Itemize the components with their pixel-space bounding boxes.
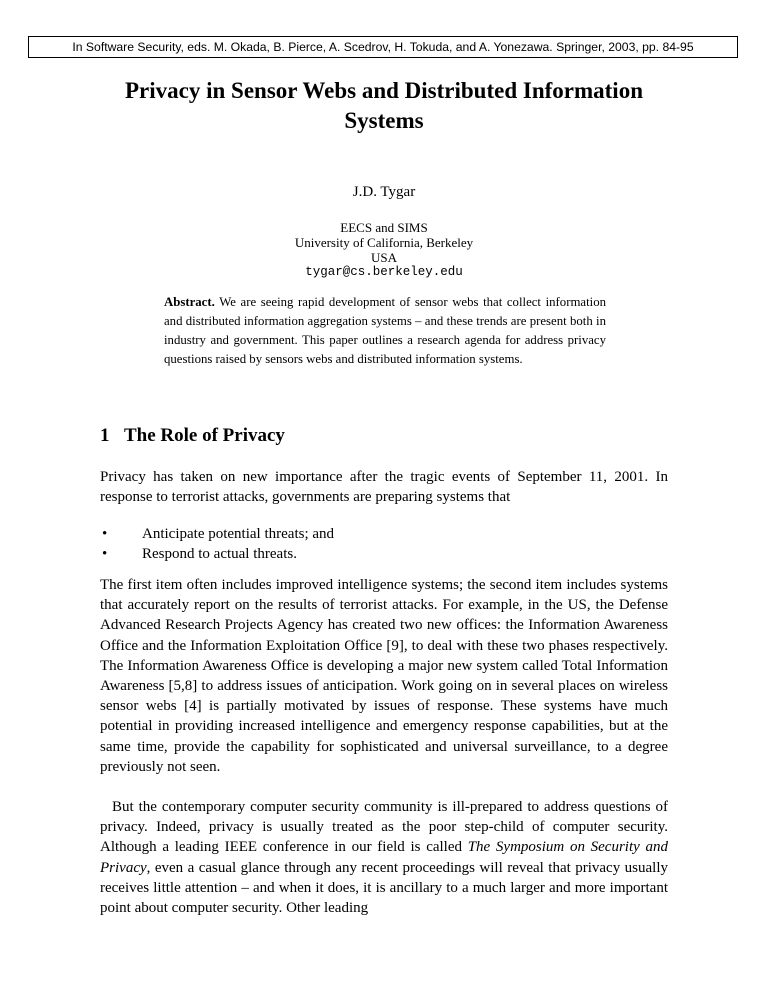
paper-title xyxy=(100,76,668,136)
paragraph-3-text: But the contemporary computer security community is ill-prepared to address questions of privacy. Indeed, privacy is usually treated as the poor step-child of computer security. Although a leading IEEE conference in our field is called xyxy=(100,799,668,856)
list-item xyxy=(100,544,668,564)
list-item-text: Respond to actual threats. xyxy=(142,546,297,562)
section-number: 1 xyxy=(100,425,110,446)
citation-banner: In Software Security, eds. M. Okada, B. Pierce, A. Scedrov, H. Tokuda, and A. Yonezawa. Springer, 2003, pp. 84-95 xyxy=(28,36,738,58)
list-item xyxy=(100,524,668,544)
bullet-icon: • xyxy=(102,546,108,562)
paper-title-line-2: Systems xyxy=(344,108,424,133)
list-item-text: Anticipate potential threats; and xyxy=(142,526,335,542)
paragraph-1: Privacy has taken on new importance after the tragic events of September 11, 2001. In response to terrorist attacks, governments are preparing systems that xyxy=(100,469,668,506)
bullet-list xyxy=(100,524,668,564)
conference-name: The Symposium on Security and Privacy xyxy=(100,839,668,876)
bullet-icon: • xyxy=(102,526,108,542)
paragraph-3 xyxy=(100,797,668,918)
section-title: The Role of Privacy xyxy=(124,425,285,446)
paragraph-2: The first item often includes improved intelligence systems; the second item includes systems that accurately report on the results of terrorist attacks. For example, in the US, the Defense Advanced Research Projects Agency has created two new offices: the Information Awareness Office and the Information Exploitation Office [9], to deal with these two phases respectively. The Information Awareness Office is developing a major new system called Total Information Awareness [5,8] to address issues of anticipation. Work going on in several places on wireless sensor webs [4] is partially motivated by issues of response. These systems have much potential in providing increased intelligence and emergency response capabilities, but at the same time, provide the capability for sophisticated and universal surveillance, to a degree previously not seen. xyxy=(100,577,668,775)
affiliation-dept: EECS and SIMS xyxy=(340,220,428,235)
paper-title-line-1: Privacy in Sensor Webs and Distributed Information xyxy=(125,78,643,103)
author-email: tygar@cs.berkeley.edu xyxy=(305,265,463,279)
affiliation-country: USA xyxy=(370,250,397,265)
paragraph-3-text-end: , even a casual glance through any recent proceedings will reveal that privacy usually receives little attention – and when it does, it is ancillary to a much larger and more important point about computer security. Other leading xyxy=(100,859,668,917)
abstract xyxy=(164,293,606,369)
affiliation-block xyxy=(184,220,584,280)
abstract-text: We are seeing rapid development of sensor webs that collect information and distributed information aggregation systems – and these trends are present both in industry and government. This paper outlines a research agenda for address privacy questions raised by sensors webs and distributed information systems. xyxy=(164,295,606,366)
affiliation-university: University of California, Berkeley xyxy=(294,235,474,250)
author-name: J.D. Tygar xyxy=(352,184,416,200)
section-heading xyxy=(100,424,668,448)
abstract-label: Abstract. xyxy=(164,295,215,309)
